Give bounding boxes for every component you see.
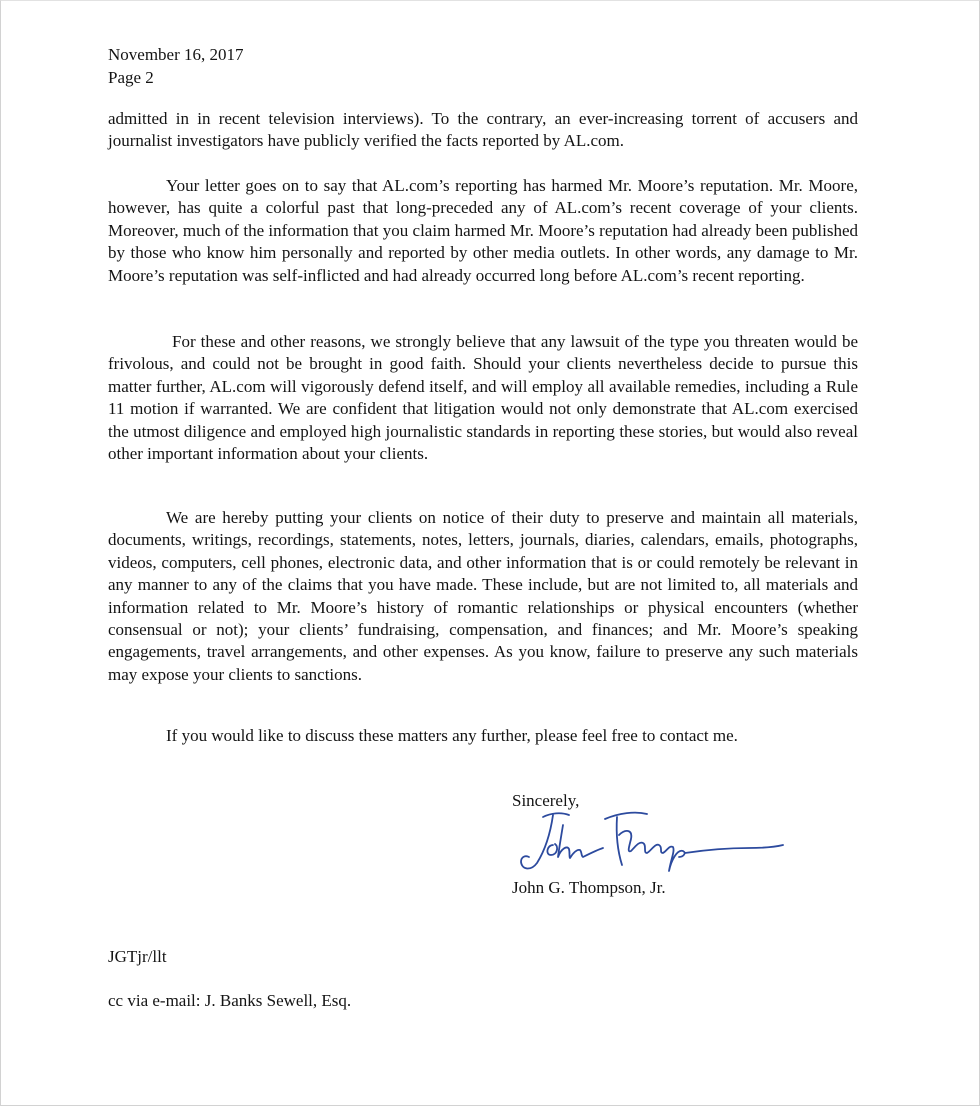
paragraph-continuation: admitted in in recent television interviews). To the contrary, an ever-increasing torrent of accusers and journalist investigators have publicly verified the facts reported by AL.com. <box>108 109 858 151</box>
paragraph-contact: If you would like to discuss these matters any further, please feel free to contact me. <box>166 726 738 745</box>
handwritten-signature <box>513 807 785 879</box>
typist-initials: JGTjr/llt <box>108 947 167 966</box>
cc-line: cc via e-mail: J. Banks Sewell, Esq. <box>108 991 352 1010</box>
signer-name: John G. Thompson, Jr. <box>512 878 666 897</box>
closing-salutation: Sincerely, <box>512 791 580 810</box>
paragraph-preservation-notice: We are hereby putting your clients on notice of their duty to preserve and maintain all materials, documents, writings, recordings, statements, notes, letters, journals, diaries, calendars, emails, photographs, videos, computers, cell phones, electronic data, and other information that is or could remotely be relevant in any manner to any of the claims that you have made. These include, but are not limited to, all materials and information related to Mr. Moore’s history of romantic relationships or physical encounters (whether consensual or not); your clients’ fundraising, compensation, and finances; and Mr. Moore’s speaking engagements, travel arrangements, and other expenses. As you know, failure to preserve any such materials may expose your clients to sanctions. <box>108 508 858 684</box>
page-number: Page 2 <box>108 67 154 87</box>
letter-header <box>108 44 858 89</box>
paragraph-reputation: Your letter goes on to say that AL.com’s reporting has harmed Mr. Moore’s reputation. Mr. Moore, however, has quite a colorful past that long-preceded any of AL.com’s recent coverage of your clients. Moreover, much of the information that you claim harmed Mr. Moore’s reputation had already been published by those who know him personally and reported by other media outlets. In other words, any damage to Mr. Moore’s reputation was self-inflicted and had already occurred long before AL.com’s recent reporting. <box>108 176 858 285</box>
paragraph-lawsuit: For these and other reasons, we strongly believe that any lawsuit of the type you threaten would be frivolous, and could not be brought in good faith. Should your clients nevertheless decide to pursue this matter further, AL.com will vigorously defend itself, and will employ all available remedies, including a Rule 11 motion if warranted. We are confident that litigation would not only demonstrate that AL.com exercised the utmost diligence and employed high journalistic standards in reporting these stories, but would also reveal other important information about your clients. <box>108 332 858 464</box>
letter-date: November 16, 2017 <box>108 45 244 64</box>
